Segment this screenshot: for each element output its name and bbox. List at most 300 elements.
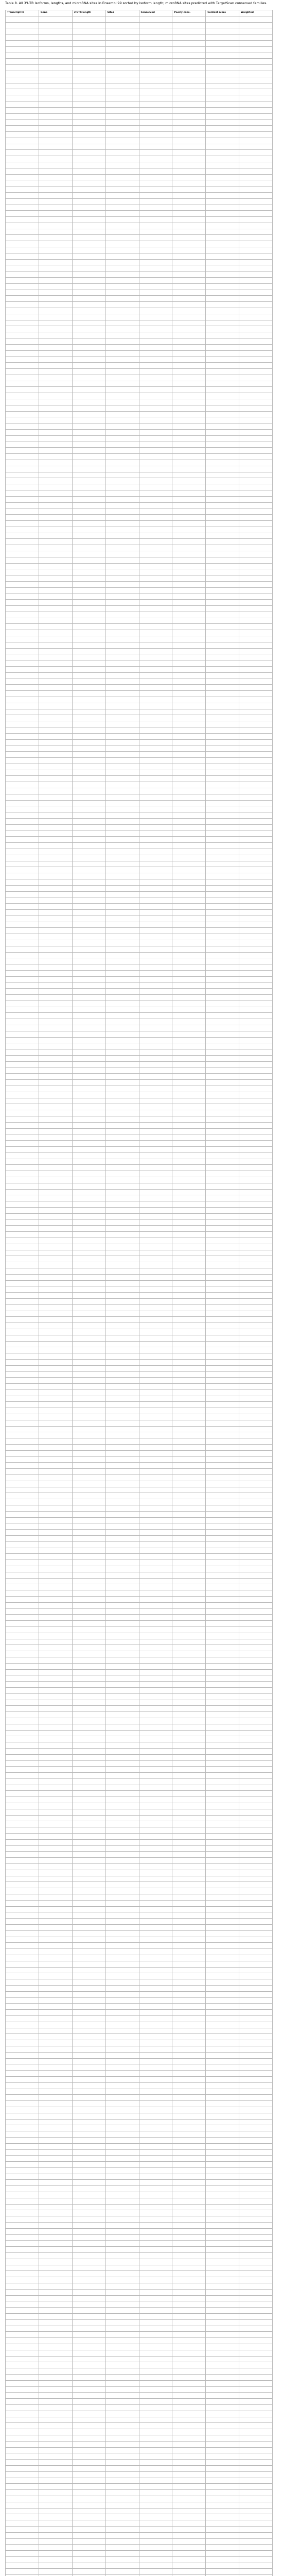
table-cell xyxy=(172,211,206,217)
table-row xyxy=(6,40,273,46)
table-cell xyxy=(172,1633,206,1639)
table-cell xyxy=(239,435,273,442)
table-row xyxy=(6,423,273,430)
table-cell xyxy=(239,259,273,265)
table-cell xyxy=(105,1426,139,1432)
table-cell xyxy=(72,904,105,910)
table-cell xyxy=(72,891,105,897)
table-cell xyxy=(72,1967,105,1973)
table-cell xyxy=(139,2520,172,2527)
table-cell xyxy=(172,65,206,71)
table-cell xyxy=(172,180,206,187)
table-cell xyxy=(105,1663,139,1669)
table-cell xyxy=(105,1347,139,1353)
table-cell xyxy=(239,381,273,387)
table-cell xyxy=(206,162,239,168)
table-cell xyxy=(139,1706,172,1712)
table-cell xyxy=(172,46,206,53)
table-cell xyxy=(6,16,39,22)
table-cell xyxy=(105,1116,139,1123)
table-cell xyxy=(139,2556,172,2563)
table-cell xyxy=(105,739,139,745)
table-cell xyxy=(105,1791,139,1797)
table-cell xyxy=(72,2156,105,2162)
table-cell xyxy=(206,1967,239,1973)
table-cell xyxy=(139,1389,172,1396)
table-row xyxy=(6,1584,273,1590)
table-cell xyxy=(239,849,273,855)
table-row xyxy=(6,594,273,600)
table-row xyxy=(6,1663,273,1669)
table-cell xyxy=(239,308,273,314)
table-cell xyxy=(206,1742,239,1749)
table-cell xyxy=(72,77,105,83)
table-cell xyxy=(105,2071,139,2077)
table-cell xyxy=(39,1268,72,1274)
table-row xyxy=(6,1025,273,1031)
table-cell xyxy=(172,946,206,952)
table-cell xyxy=(72,727,105,734)
table-row xyxy=(6,235,273,241)
table-row xyxy=(6,1098,273,1104)
table-cell xyxy=(239,46,273,53)
table-cell xyxy=(39,782,72,788)
table-row xyxy=(6,156,273,162)
table-cell xyxy=(72,1487,105,1493)
table-cell xyxy=(39,2374,72,2380)
table-cell xyxy=(206,873,239,879)
table-cell xyxy=(6,2149,39,2156)
table-cell xyxy=(6,192,39,198)
table-cell xyxy=(39,794,72,800)
table-cell xyxy=(172,53,206,59)
table-cell xyxy=(105,314,139,320)
table-cell xyxy=(6,642,39,648)
table-row xyxy=(6,1189,273,1195)
table-cell xyxy=(139,679,172,685)
table-row xyxy=(6,2356,273,2362)
table-cell xyxy=(105,2289,139,2295)
table-cell xyxy=(239,16,273,22)
table-cell xyxy=(6,1347,39,1353)
table-cell xyxy=(172,1389,206,1396)
table-cell xyxy=(6,1475,39,1481)
table-cell xyxy=(105,660,139,667)
table-cell xyxy=(39,89,72,95)
table-cell xyxy=(172,916,206,922)
table-cell xyxy=(105,369,139,375)
table-cell xyxy=(239,624,273,630)
table-cell xyxy=(72,2022,105,2028)
table-row xyxy=(6,1353,273,1360)
table-cell xyxy=(6,290,39,296)
table-cell xyxy=(139,1025,172,1031)
table-cell xyxy=(239,198,273,205)
table-cell xyxy=(139,2447,172,2453)
table-cell xyxy=(172,490,206,496)
table-row xyxy=(6,1778,273,1785)
table-cell xyxy=(72,1226,105,1232)
table-cell xyxy=(72,1438,105,1445)
table-cell xyxy=(72,405,105,411)
table-row xyxy=(6,1293,273,1299)
table-cell xyxy=(39,946,72,952)
table-cell xyxy=(206,867,239,873)
table-cell xyxy=(172,259,206,265)
table-row xyxy=(6,2314,273,2320)
table-cell xyxy=(206,539,239,545)
table-cell xyxy=(239,989,273,995)
table-cell xyxy=(39,65,72,71)
table-cell xyxy=(39,1353,72,1360)
table-cell xyxy=(105,563,139,569)
table-cell xyxy=(206,545,239,551)
table-cell xyxy=(206,1778,239,1785)
table-cell xyxy=(206,2204,239,2210)
table-cell xyxy=(39,1669,72,1675)
table-cell xyxy=(172,2125,206,2131)
table-cell xyxy=(6,2210,39,2216)
table-cell xyxy=(72,2569,105,2575)
table-cell xyxy=(6,672,39,679)
table-cell xyxy=(206,1979,239,1986)
table-cell xyxy=(6,113,39,120)
table-cell xyxy=(139,1031,172,1037)
table-cell xyxy=(72,1663,105,1669)
table-cell xyxy=(172,539,206,545)
table-cell xyxy=(105,399,139,405)
table-cell xyxy=(206,1213,239,1219)
table-cell xyxy=(206,1693,239,1700)
table-cell xyxy=(72,2393,105,2399)
table-cell xyxy=(72,2526,105,2532)
table-cell xyxy=(39,612,72,618)
table-cell xyxy=(72,490,105,496)
table-cell xyxy=(6,2216,39,2223)
table-cell xyxy=(172,2332,206,2338)
table-cell xyxy=(239,1445,273,1451)
table-cell xyxy=(206,2052,239,2058)
table-row xyxy=(6,1578,273,1584)
table-cell xyxy=(239,2052,273,2058)
table-cell xyxy=(139,1809,172,1815)
table-cell xyxy=(72,1213,105,1219)
table-cell xyxy=(72,2113,105,2119)
table-cell xyxy=(172,2478,206,2484)
table-cell xyxy=(206,1402,239,1408)
table-cell xyxy=(139,375,172,381)
table-cell xyxy=(105,2241,139,2247)
table-row xyxy=(6,484,273,490)
table-cell xyxy=(105,174,139,180)
table-cell xyxy=(239,1304,273,1311)
table-cell xyxy=(239,2484,273,2490)
table-cell xyxy=(105,1280,139,1286)
table-cell xyxy=(39,1304,72,1311)
table-cell xyxy=(139,1536,172,1542)
table-cell xyxy=(172,2289,206,2295)
table-cell xyxy=(172,1463,206,1469)
table-cell xyxy=(6,1979,39,1986)
table-cell xyxy=(105,2399,139,2405)
table-cell xyxy=(72,569,105,575)
table-cell xyxy=(105,2253,139,2259)
table-cell xyxy=(239,2228,273,2234)
table-cell xyxy=(105,642,139,648)
table-cell xyxy=(6,648,39,654)
table-cell xyxy=(6,1700,39,1706)
table-cell xyxy=(206,1633,239,1639)
table-cell xyxy=(39,314,72,320)
table-cell xyxy=(172,824,206,831)
table-cell xyxy=(6,1864,39,1870)
table-cell xyxy=(72,1767,105,1773)
table-cell xyxy=(39,2265,72,2271)
table-cell xyxy=(206,1572,239,1578)
table-cell xyxy=(139,600,172,606)
table-row xyxy=(6,2374,273,2380)
table-cell xyxy=(239,1244,273,1250)
table-cell xyxy=(6,509,39,515)
table-cell xyxy=(139,180,172,187)
table-cell xyxy=(139,53,172,59)
table-cell xyxy=(6,454,39,460)
table-cell xyxy=(105,624,139,630)
table-cell xyxy=(139,2399,172,2405)
table-cell xyxy=(239,1706,273,1712)
table-cell xyxy=(72,1906,105,1912)
table-cell xyxy=(139,28,172,35)
table-cell xyxy=(206,265,239,272)
table-cell xyxy=(6,2417,39,2423)
table-row xyxy=(6,344,273,350)
table-cell xyxy=(72,375,105,381)
table-cell xyxy=(139,2156,172,2162)
table-cell xyxy=(72,1888,105,1894)
table-cell xyxy=(39,429,72,435)
table-cell xyxy=(72,2071,105,2077)
table-cell xyxy=(39,460,72,466)
table-cell xyxy=(206,2253,239,2259)
table-cell xyxy=(139,1262,172,1268)
table-cell xyxy=(206,515,239,521)
table-cell xyxy=(239,1748,273,1754)
table-cell xyxy=(39,198,72,205)
table-cell xyxy=(172,95,206,101)
table-cell xyxy=(39,1778,72,1785)
table-cell xyxy=(139,2362,172,2368)
table-cell xyxy=(72,187,105,193)
table-cell xyxy=(172,1481,206,1487)
table-cell xyxy=(239,344,273,350)
table-cell xyxy=(105,198,139,205)
table-cell xyxy=(105,520,139,527)
table-cell xyxy=(6,1353,39,1360)
table-cell xyxy=(172,2399,206,2405)
table-cell xyxy=(105,1596,139,1602)
table-cell xyxy=(239,709,273,715)
table-cell xyxy=(39,672,72,679)
table-cell xyxy=(72,205,105,211)
table-cell xyxy=(239,2265,273,2271)
table-cell xyxy=(239,296,273,302)
table-cell xyxy=(105,1353,139,1360)
table-cell xyxy=(72,1602,105,1608)
table-cell xyxy=(105,1219,139,1226)
table-row xyxy=(6,283,273,290)
table-cell xyxy=(39,2380,72,2386)
table-row xyxy=(6,1955,273,1961)
table-cell xyxy=(172,1317,206,1323)
table-cell xyxy=(72,1469,105,1475)
table-cell xyxy=(139,1748,172,1754)
table-cell xyxy=(6,2125,39,2131)
table-cell xyxy=(239,1031,273,1037)
table-cell xyxy=(105,502,139,509)
table-cell xyxy=(72,1080,105,1086)
table-cell xyxy=(206,2216,239,2223)
table-cell xyxy=(139,958,172,964)
table-cell xyxy=(239,2569,273,2575)
table-row xyxy=(6,970,273,976)
table-cell xyxy=(105,1031,139,1037)
table-cell xyxy=(206,1530,239,1536)
table-cell xyxy=(172,2186,206,2192)
table-cell xyxy=(6,1505,39,1512)
table-cell xyxy=(6,928,39,934)
table-cell xyxy=(239,472,273,478)
table-cell xyxy=(72,278,105,284)
table-cell xyxy=(206,1335,239,1341)
table-row xyxy=(6,2180,273,2186)
table-cell xyxy=(239,928,273,934)
table-cell xyxy=(105,1092,139,1098)
table-cell xyxy=(72,509,105,515)
table-cell xyxy=(206,1925,239,1931)
table-cell xyxy=(39,1341,72,1347)
table-row xyxy=(6,1517,273,1523)
table-cell xyxy=(72,2137,105,2143)
table-cell xyxy=(6,685,39,691)
table-cell xyxy=(172,1408,206,1414)
table-cell xyxy=(239,59,273,65)
table-cell xyxy=(72,1852,105,1858)
table-cell xyxy=(139,1566,172,1572)
table-cell xyxy=(6,1226,39,1232)
table-cell xyxy=(239,539,273,545)
table-cell xyxy=(206,2393,239,2399)
table-cell xyxy=(172,2040,206,2046)
table-row xyxy=(6,1001,273,1007)
table-cell xyxy=(172,952,206,958)
table-cell xyxy=(6,2301,39,2308)
table-cell xyxy=(105,515,139,521)
table-cell xyxy=(39,1973,72,1979)
table-cell xyxy=(6,387,39,393)
table-cell xyxy=(139,1080,172,1086)
table-cell xyxy=(105,697,139,703)
table-cell xyxy=(172,1724,206,1730)
table-cell xyxy=(39,727,72,734)
table-cell xyxy=(6,2095,39,2101)
table-cell xyxy=(6,1049,39,1056)
table-cell xyxy=(6,1523,39,1530)
table-cell xyxy=(39,873,72,879)
table-row xyxy=(6,2082,273,2089)
table-cell xyxy=(206,569,239,575)
table-cell xyxy=(206,600,239,606)
table-cell xyxy=(6,2447,39,2453)
table-cell xyxy=(39,2441,72,2447)
table-cell xyxy=(239,1906,273,1912)
table-cell xyxy=(172,22,206,28)
table-cell xyxy=(172,545,206,551)
table-cell xyxy=(6,1797,39,1803)
table-cell xyxy=(105,344,139,350)
table-cell xyxy=(172,1985,206,1991)
table-cell xyxy=(39,1548,72,1554)
table-cell xyxy=(139,1499,172,1505)
table-row xyxy=(6,922,273,928)
table-cell xyxy=(239,606,273,612)
table-cell xyxy=(206,715,239,721)
table-cell xyxy=(239,2551,273,2557)
table-cell xyxy=(39,1967,72,1973)
table-cell xyxy=(206,35,239,41)
table-row xyxy=(6,2545,273,2551)
table-cell xyxy=(172,101,206,107)
table-cell xyxy=(239,1590,273,1597)
table-cell xyxy=(39,308,72,314)
table-cell xyxy=(105,2101,139,2107)
table-cell xyxy=(6,1293,39,1299)
table-cell xyxy=(172,448,206,454)
table-cell xyxy=(6,478,39,484)
table-cell xyxy=(6,1675,39,1682)
table-cell xyxy=(6,624,39,630)
table-cell xyxy=(6,612,39,618)
table-cell xyxy=(6,1396,39,1402)
table-cell xyxy=(172,557,206,563)
table-cell xyxy=(6,1408,39,1414)
table-cell xyxy=(206,1153,239,1159)
table-cell xyxy=(139,2551,172,2557)
table-row xyxy=(6,569,273,575)
table-row xyxy=(6,2223,273,2229)
table-cell xyxy=(72,1499,105,1505)
table-row xyxy=(6,1633,273,1639)
table-cell xyxy=(139,1104,172,1110)
table-cell xyxy=(105,2508,139,2514)
table-cell xyxy=(39,1760,72,1767)
table-cell xyxy=(6,484,39,490)
table-row xyxy=(6,1074,273,1080)
table-cell xyxy=(206,624,239,630)
table-cell xyxy=(139,2308,172,2314)
table-cell xyxy=(6,83,39,89)
table-cell xyxy=(6,1438,39,1445)
table-cell xyxy=(239,484,273,490)
table-cell xyxy=(139,515,172,521)
table-cell xyxy=(6,2460,39,2466)
table-cell xyxy=(239,1371,273,1378)
table-cell xyxy=(172,2417,206,2423)
table-cell xyxy=(6,520,39,527)
table-cell xyxy=(105,1080,139,1086)
table-cell xyxy=(39,1821,72,1827)
table-cell xyxy=(139,2180,172,2186)
table-cell xyxy=(105,1487,139,1493)
